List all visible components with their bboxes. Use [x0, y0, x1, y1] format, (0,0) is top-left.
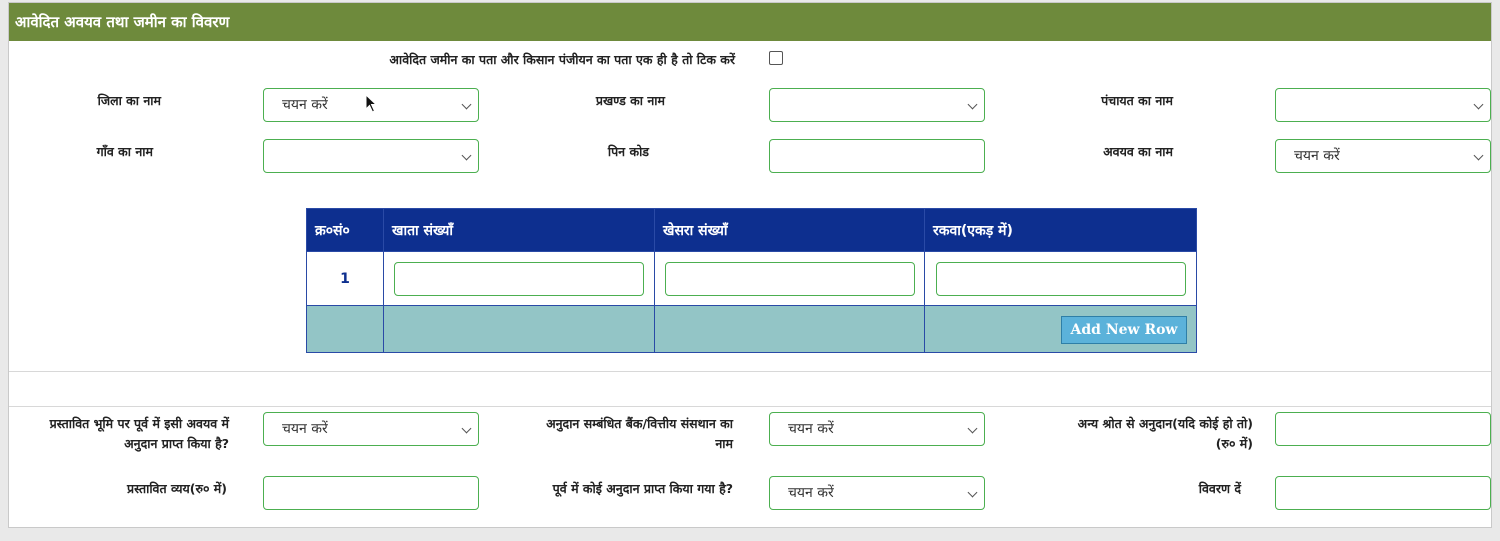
khesra-input[interactable]: [665, 262, 915, 296]
component-label: अवयव का नाम: [1103, 144, 1173, 159]
block-select[interactable]: [769, 88, 985, 122]
prior-grant-label-line1: प्रस्तावित भूमि पर पूर्व में इसी अवयव में: [49, 416, 229, 431]
any-prior-grant-label: पूर्व में कोई अनुदान प्राप्त किया गया है?: [552, 481, 733, 496]
details-input[interactable]: [1275, 476, 1491, 510]
bank-label-line2: नाम: [715, 436, 733, 451]
same-address-checkbox[interactable]: [769, 51, 783, 65]
pincode-label: पिन कोड: [607, 144, 649, 159]
any-prior-grant-select[interactable]: चयन करें: [769, 476, 985, 510]
khata-input[interactable]: [394, 262, 644, 296]
land-details-panel: [8, 2, 1492, 528]
district-select[interactable]: चयन करें: [263, 88, 479, 122]
prior-grant-select[interactable]: चयन करें: [263, 412, 479, 446]
row-serial: 1: [307, 252, 384, 306]
bank-label-line1: अनुदान सम्बंधित बैंक/वित्तीय संसथान का: [546, 416, 733, 431]
mouse-cursor-icon: [365, 94, 379, 114]
village-select[interactable]: [263, 139, 479, 173]
details-label: विवरण दें: [1198, 481, 1241, 496]
table-header-serial: क्र०सं०: [307, 209, 384, 252]
table-row: [307, 252, 1197, 306]
pincode-input[interactable]: [769, 139, 985, 173]
section-header: आवेदित अवयव तथा जमीन का विवरण: [9, 3, 1491, 41]
same-address-label: आवेदित जमीन का पता और किसान पंजीयन का पता एक ही है तो टिक करें: [389, 52, 735, 67]
proposed-cost-label: प्रस्तावित व्यय(रु० में): [126, 481, 227, 496]
prior-grant-label: [19, 414, 229, 454]
component-select[interactable]: चयन करें: [1275, 139, 1491, 173]
add-new-row-button[interactable]: Add New Row: [1061, 316, 1187, 344]
proposed-cost-input[interactable]: [263, 476, 479, 510]
other-grant-label-line1: अन्य श्रोत से अनुदान(यदि कोई हो तो): [1077, 416, 1253, 431]
other-grant-label: [1005, 414, 1253, 454]
land-table: [306, 208, 1197, 353]
block-label: प्रखण्ड का नाम: [595, 93, 665, 108]
panchayat-label: पंचायत का नाम: [1101, 93, 1173, 108]
table-header-rakba: रकवा(एकड़ में): [925, 209, 1197, 252]
table-header-khata: खाता संख्याँ: [384, 209, 655, 252]
rakba-input[interactable]: [936, 262, 1186, 296]
other-grant-input[interactable]: [1275, 412, 1491, 446]
panchayat-select[interactable]: [1275, 88, 1491, 122]
other-grant-label-line2: (रु० में): [1215, 436, 1253, 451]
bank-label: [489, 414, 733, 454]
table-header-khesra: खेसरा संख्याँ: [655, 209, 925, 252]
bank-select[interactable]: चयन करें: [769, 412, 985, 446]
table-footer-row: [307, 306, 1197, 353]
village-label: गाँव का नाम: [96, 144, 153, 159]
prior-grant-label-line2: अनुदान प्राप्त किया है?: [124, 436, 229, 451]
section-divider: [9, 371, 1491, 407]
district-label: जिला का नाम: [97, 93, 161, 108]
